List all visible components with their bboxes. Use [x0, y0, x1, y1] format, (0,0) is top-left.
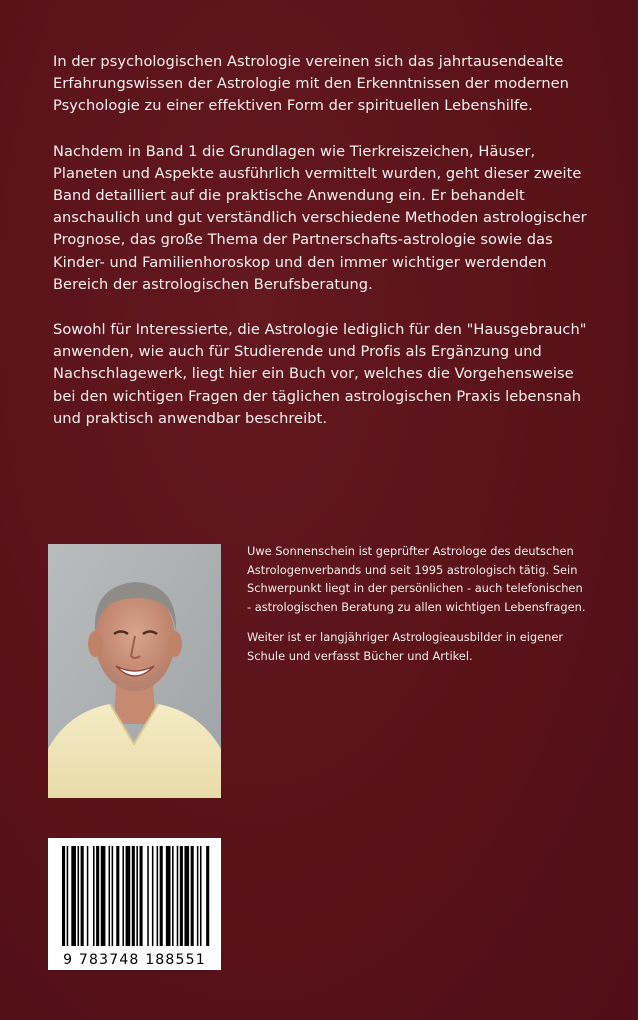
barcode-bar — [101, 846, 106, 946]
barcode-bar — [71, 846, 76, 946]
barcode-bar — [191, 846, 194, 946]
barcode-bar — [96, 846, 99, 946]
barcode-bar — [147, 846, 149, 946]
author-bio-paragraph-2: Weiter ist er langjähriger Astrologieausbilder in eigener Schule und verfasst Bücher und Artikel. — [247, 630, 564, 663]
barcode-bar — [132, 846, 135, 946]
barcode-bar — [136, 846, 138, 946]
author-bio — [247, 542, 587, 678]
barcode-bars — [48, 838, 221, 950]
barcode-bar — [67, 846, 69, 946]
barcode-bar — [87, 846, 89, 946]
author-photo — [48, 544, 221, 798]
blurb-text — [53, 51, 593, 453]
barcode-bar — [78, 846, 80, 946]
isbn-number: 9 783748 188551 — [63, 952, 206, 968]
barcode-bar — [184, 846, 189, 946]
barcode-bar — [93, 846, 95, 946]
blurb-paragraph-3: Sowohl für Interessierte, die Astrologie lediglich für den "Hausgebrauch" anwenden, wie auch für Studierende und Profis als Ergänzung und Nachschlagewerk, liegt hier ein Buch vor, welches die Vorgehensweise bei den wichtigen Fragen der täglichen astrologischen Praxis lebensnah und praktisch anwendbar beschreibt. — [53, 321, 587, 427]
blurb-paragraph-2: Nachdem in Band 1 die Grundlagen wie Tierkreiszeichen, Häuser, Planeten und Aspekte ausführlich vermittelt wurden, geht dieser zweite Band detailliert auf die praktische Anwendung ein. Er behandelt anschaulich und gut verständlich verschiedene Methoden astrologischer Prognose, das große Thema der Partnerschafts-astrologie sowie das Kinder- und Familienhoroskop und den immer wichtiger werdenden Bereich der astrologischen Berufsberatung. — [53, 142, 587, 293]
barcode-bar — [166, 846, 171, 946]
barcode-bar — [126, 846, 131, 946]
barcode-bar — [140, 846, 143, 946]
barcode-bar — [180, 846, 183, 946]
barcode-bar — [157, 846, 159, 946]
barcode-bar — [109, 846, 111, 946]
author-bio-paragraph-1: Uwe Sonnenschein ist geprüfter Astrologe des deutschen Astrologenverbands und seit 1995 astrologisch tätig. Sein Schwerpunkt liegt in der persönlichen - auch telefonischen - astrologischen Beratung zu allen wichtigen Lebensfragen. — [247, 544, 586, 614]
barcode-bar — [112, 846, 114, 946]
barcode-bar — [116, 846, 119, 946]
isbn-barcode — [48, 838, 221, 970]
barcode-bar — [122, 846, 124, 946]
barcode-bar — [81, 846, 84, 946]
barcode-bar — [62, 846, 65, 946]
barcode-bar — [200, 846, 202, 946]
barcode-bar — [206, 846, 209, 946]
barcode-bar — [172, 846, 174, 946]
blurb-paragraph-1: In der psychologischen Astrologie vereinen sich das jahrtausendealte Erfahrungswissen der Astrologie mit den Erkenntnissen der modernen Psychologie zu einer effektiven Form der spirituellen Lebenshilfe. — [53, 53, 569, 115]
barcode-bar — [197, 846, 199, 946]
barcode-bar — [160, 846, 163, 946]
barcode-bar — [152, 846, 154, 946]
barcode-bar — [177, 846, 179, 946]
